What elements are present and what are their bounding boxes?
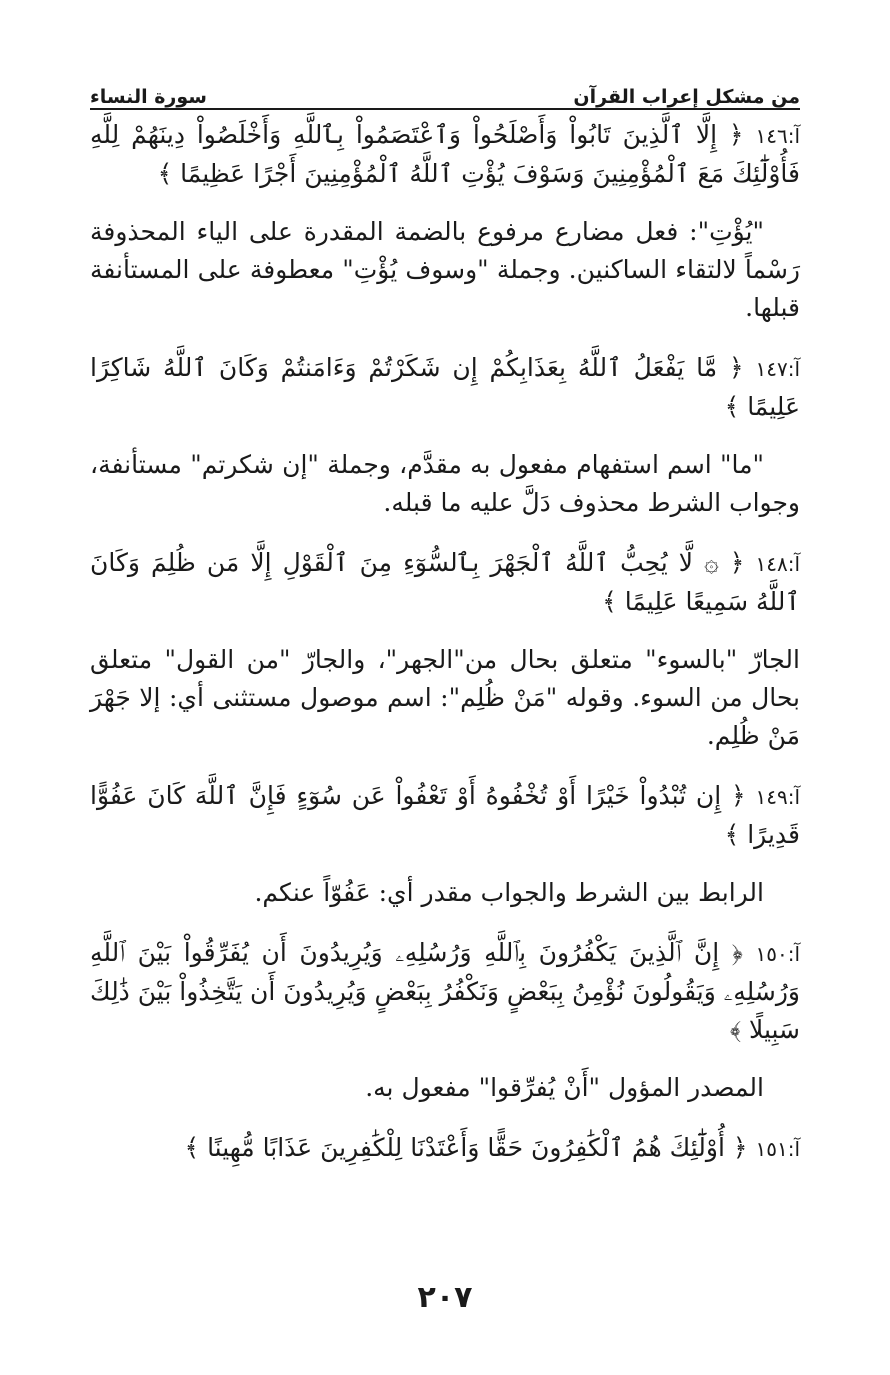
verse-146 bbox=[90, 116, 800, 193]
verse-151 bbox=[90, 1129, 800, 1168]
verse-ref: آ:١٤٧ bbox=[755, 357, 800, 381]
verse-text: ﴿ إِلَّا ٱلَّذِينَ تَابُواْ وَأَصْلَحُواْ وَٱعْتَصَمُواْ بِٱللَّهِ وَأَخْلَصُواْ دِينَهُمْ لِلَّهِ فَأُوْلَٰٓئِكَ مَعَ ٱلْمُؤْمِنِينَ وَسَوْفَ يُؤْتِ ٱللَّهُ ٱلْمُؤْمِنِينَ أَجْرًا عَظِيمًا ﴾ bbox=[90, 120, 800, 188]
verse-147 bbox=[90, 349, 800, 426]
verse-ref: آ:١٤٩ bbox=[755, 785, 800, 809]
verse-ref: آ:١٥٠ bbox=[755, 942, 800, 966]
verse-ref: آ:١٤٨ bbox=[755, 552, 800, 576]
verse-text: ﴿ إِن تُبْدُواْ خَيْرًا أَوْ تُخْفُوهُ أَوْ تَعْفُواْ عَن سُوٓءٍ فَإِنَّ ٱللَّهَ كَانَ عَفُوًّا قَدِيرًا ﴾ bbox=[90, 781, 800, 849]
commentary-paragraph: الرابط بين الشرط والجواب مقدر أي: عَفُوّاً عنكم. bbox=[254, 878, 764, 907]
commentary-paragraph: المصدر المؤول "أَنْ يُفرِّقوا" مفعول به. bbox=[365, 1073, 764, 1102]
commentary-paragraph: "يُؤْتِ": فعل مضارع مرفوع بالضمة المقدرة على الياء المحذوفة رَسْماً لالتقاء الساكنين. وجملة "وسوف يُؤْتِ" معطوفة على المستأنفة قبلها. bbox=[90, 217, 800, 322]
book-title: من مشكل إعراب القرآن bbox=[573, 86, 800, 108]
verse-text: ﴿ مَّا يَفْعَلُ ٱللَّهُ بِعَذَابِكُمْ إِن شَكَرْتُمْ وَءَامَنتُمْ وَكَانَ ٱللَّهُ شَاكِرًا عَلِيمًا ﴾ bbox=[90, 353, 800, 421]
verse-148 bbox=[90, 544, 800, 621]
page-body bbox=[90, 116, 800, 1276]
running-header bbox=[90, 72, 800, 108]
verse-150 bbox=[90, 934, 800, 1049]
verse-text: ﴿ أُوْلَٰٓئِكَ هُمُ ٱلْكَٰفِرُونَ حَقًّا وَأَعْتَدْنَا لِلْكَٰفِرِينَ عَذَابًا مُّهِينًا ﴾ bbox=[184, 1133, 748, 1162]
commentary-paragraph: الجارّ "بالسوء" متعلق بحال من"الجهر"، والجارّ "من القول" متعلق بحال من السوء. وقوله "مَنْ ظُلِم": اسم موصول مستثنى أي: إلا جَهْرَ مَنْ ظُلِم. bbox=[90, 645, 800, 750]
surah-name: سورة النساء bbox=[90, 86, 207, 108]
verse-text: ﴿ إِنَّ ٱلَّذِينَ يَكْفُرُونَ بِٱللَّهِ وَرُسُلِهِۦ وَيُرِيدُونَ أَن يُفَرِّقُواْ بَيْنَ ٱللَّهِ وَرُسُلِهِۦ وَيَقُولُونَ نُؤْمِنُ بِبَعْضٍ وَنَكْفُرُ بِبَعْضٍ وَيُرِيدُونَ أَن يَتَّخِذُواْ بَيْنَ ذَٰلِكَ سَبِيلًا ﴾ bbox=[90, 938, 800, 1044]
verse-ref: آ:١٥١ bbox=[755, 1137, 800, 1161]
commentary-paragraph: "ما" اسم استفهام مفعول به مقدَّم، وجملة "إن شكرتم" مستأنفة، وجواب الشرط محذوف دَلَّ عليه ما قبله. bbox=[90, 450, 800, 517]
header-rule bbox=[90, 108, 800, 110]
verse-ref: آ:١٤٦ bbox=[755, 124, 800, 148]
verse-text: ﴿ ۞ لَّا يُحِبُّ ٱللَّهُ ٱلْجَهْرَ بِٱلسُّوٓءِ مِنَ ٱلْقَوْلِ إِلَّا مَن ظُلِمَ وَكَانَ ٱللَّهُ سَمِيعًا عَلِيمًا ﴾ bbox=[90, 548, 800, 616]
verse-149 bbox=[90, 777, 800, 854]
page-number: ٢٠٧ bbox=[417, 1280, 473, 1315]
